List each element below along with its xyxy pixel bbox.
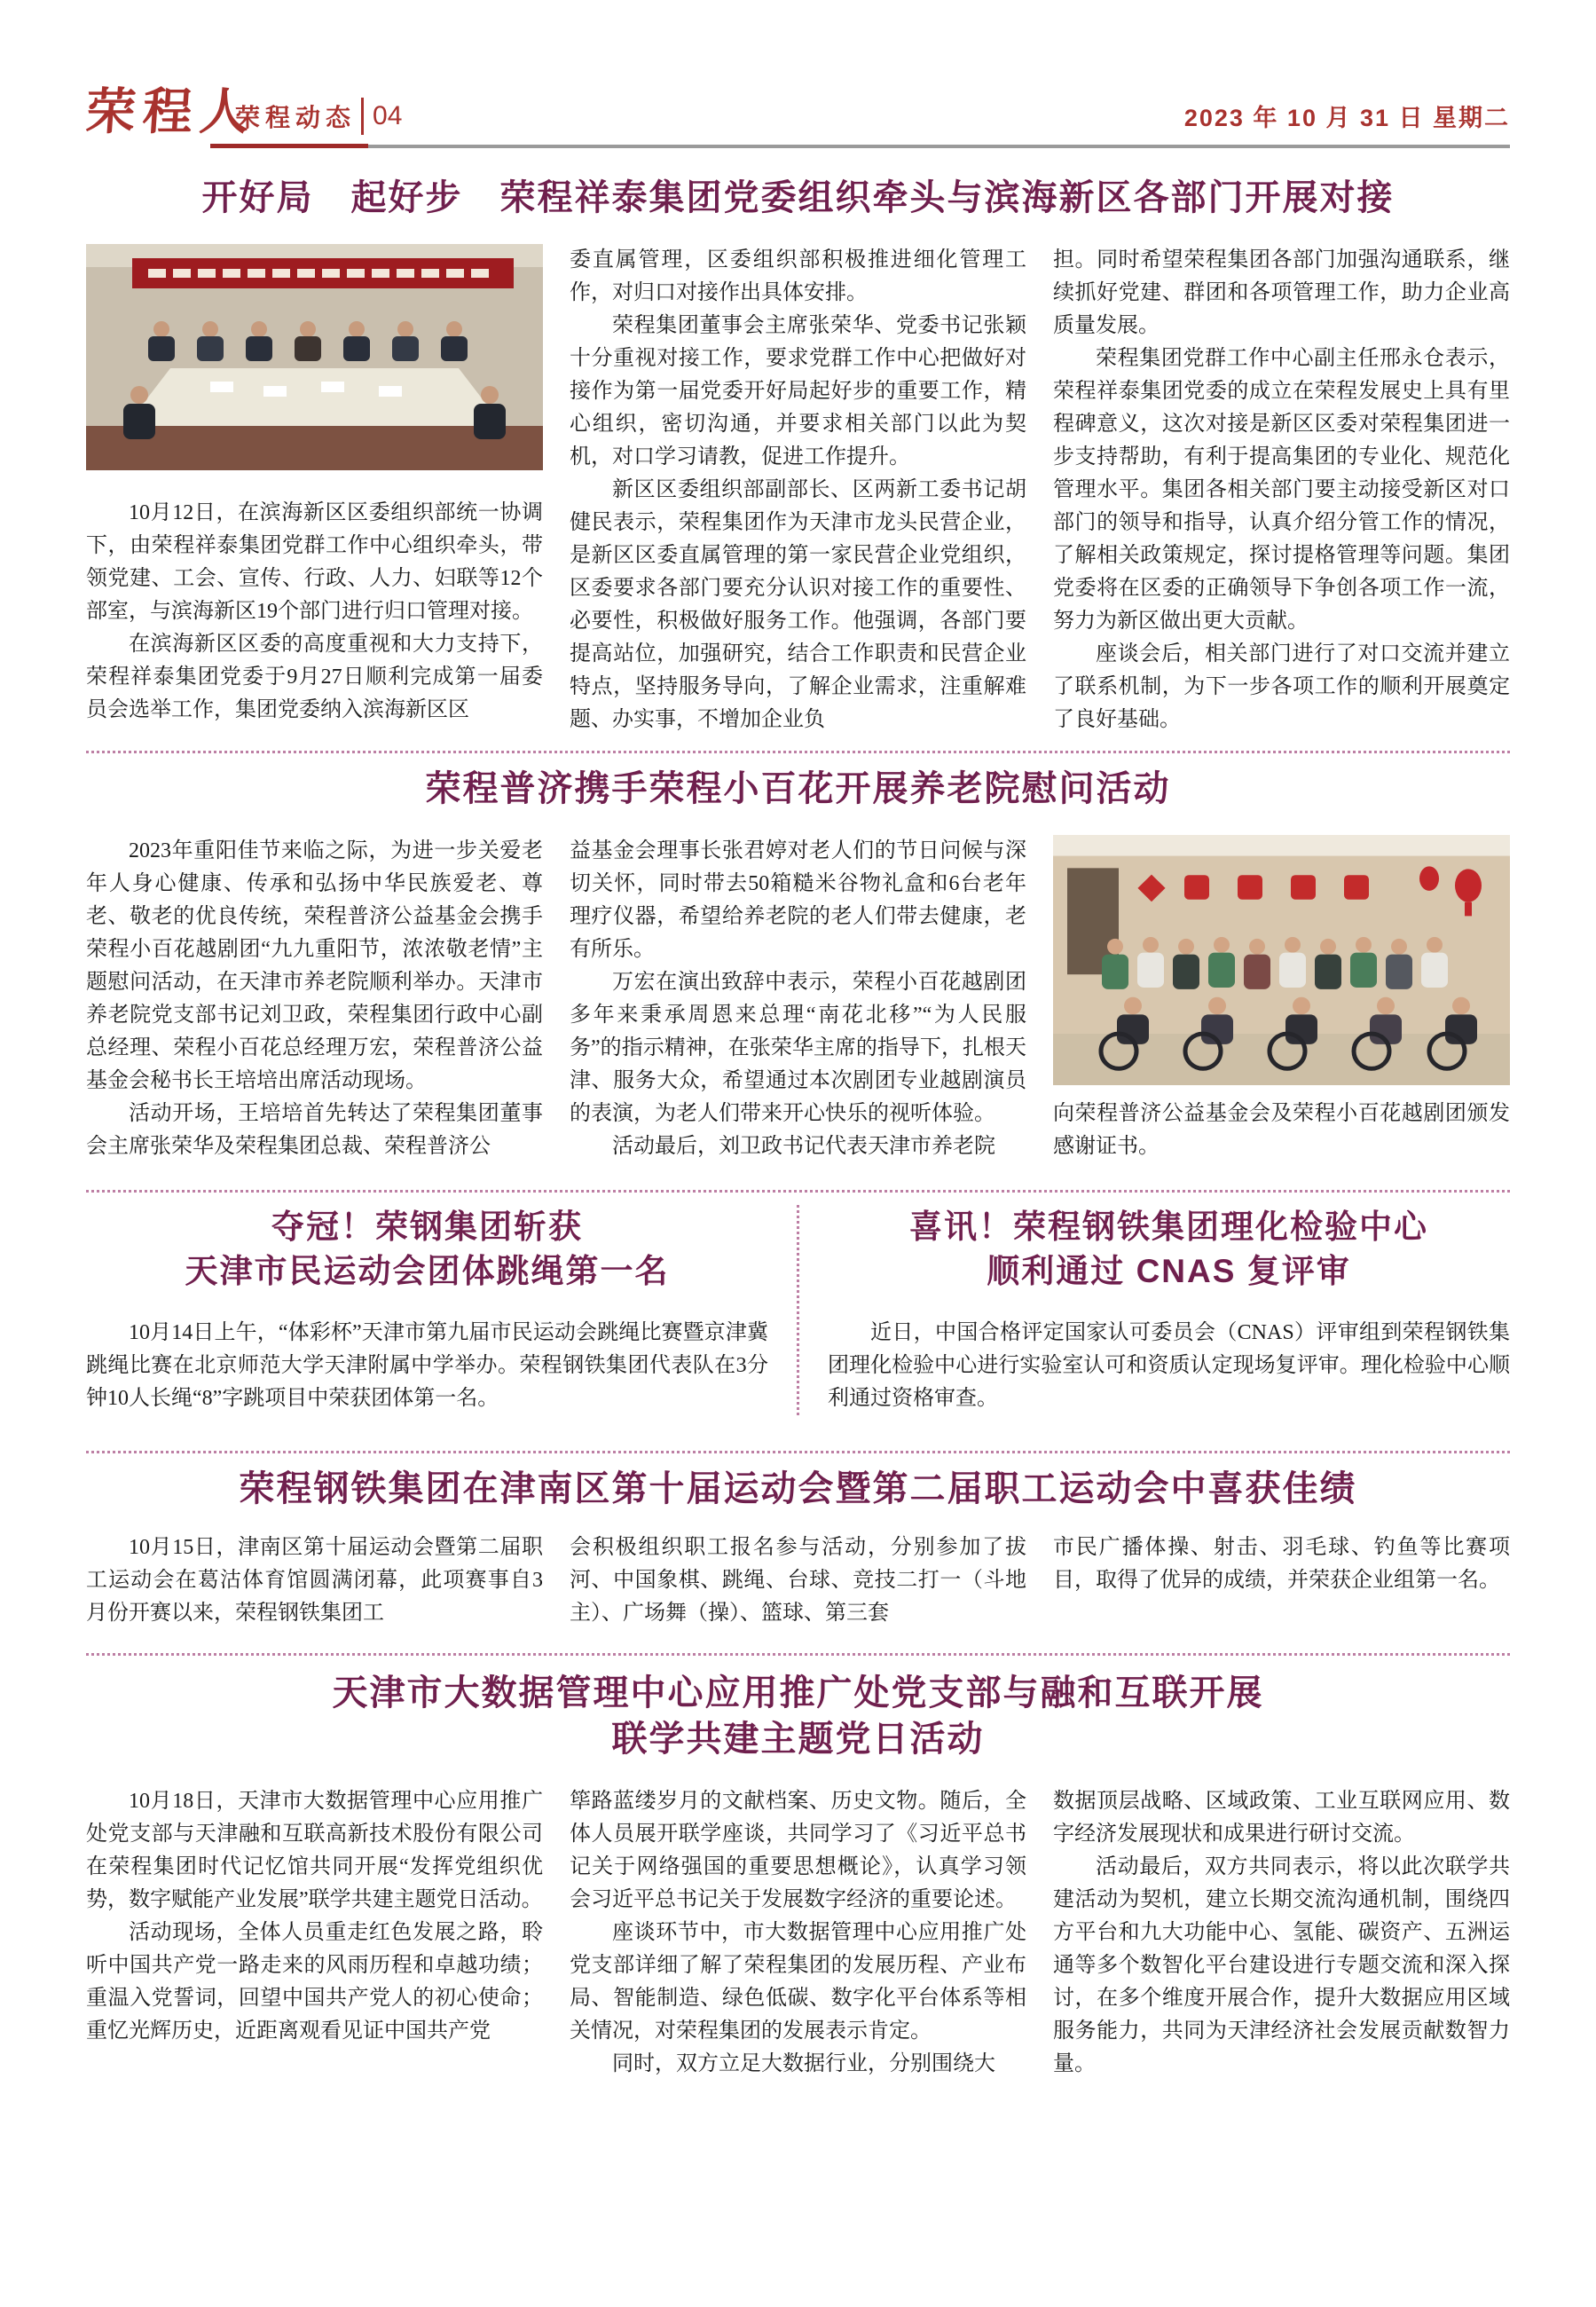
paragraph: 荣程集团董事会主席张荣华、党委书记张颖十分重视对接工作，要求党群工作中心把做好对接作为第一届党委开好局起好步的重要工作，精心组织，密切沟通，并要求相关部门以此为契机，对口学习请教，促进工作提升。 xyxy=(570,314,1026,468)
masthead-rule-blank xyxy=(86,144,210,148)
article3-right-title-line1: 喜讯！荣程钢铁集团理化检验中心 xyxy=(909,1209,1428,1245)
masthead-rule-gray xyxy=(368,145,1510,148)
paragraph: 委直属管理，区委组织部积极推进细化管理工作，对归口对接作出具体安排。 xyxy=(570,248,1026,304)
conference-room-illustration xyxy=(86,244,543,470)
paragraph: 在滨海新区区委的高度重视和大力支持下，荣程祥泰集团党委于9月27日顺利完成第一届委员会选举工作，集团党委纳入滨海新区区 xyxy=(86,633,543,721)
article1-title: 开好局 起好步 荣程祥泰集团党委组织牵头与滨海新区各部门开展对接 xyxy=(201,178,1395,217)
paragraph: 益基金会理事长张君婷对老人们的节日问候与深切关怀，同时带去50箱糙米谷物礼盒和6台老年理疗仪器，希望给养老院的老人们带去健康，老有所乐。 xyxy=(570,839,1026,961)
masthead xyxy=(83,76,1510,141)
article3-left-title-line1: 夺冠！荣钢集团斩获 xyxy=(271,1209,583,1245)
masthead-rule-red xyxy=(210,144,368,148)
article5-col1 xyxy=(86,1785,543,2081)
article1-body xyxy=(86,244,1510,736)
article1-col2 xyxy=(570,244,1026,736)
article2-photo-caption: 向荣程普济公益基金会及荣程小百花越剧团颁发感谢证书。 xyxy=(1053,1102,1510,1158)
article3-right-body xyxy=(828,1317,1510,1415)
section-divider xyxy=(86,1190,1510,1193)
paragraph: 10月14日上午，“体彩杯”天津市第九届市民运动会跳绳比赛暨京津冀跳绳比赛在北京师范大学天津附属中学举办。荣程钢铁集团代表队在3分钟10人长绳“8”字跳项目中荣获团体第一名。 xyxy=(86,1321,768,1410)
section-title: 荣程动态 xyxy=(235,104,357,131)
article1-col1 xyxy=(86,244,543,736)
article5-title-line1: 天津市大数据管理中心应用推广处党支部与融和互联开展 xyxy=(332,1673,1264,1713)
section-divider xyxy=(86,1451,1510,1453)
article2-col1 xyxy=(86,835,543,1163)
paragraph: 数据顶层战略、区域政策、工业互联网应用、数字经济发展现状和成果进行研讨交流。 xyxy=(1053,1790,1510,1846)
paragraph: 同时，双方立足大数据行业，分别围绕大 xyxy=(612,2052,995,2075)
article2-body xyxy=(86,835,1510,1163)
article2-title: 荣程普济携手荣程小百花开展养老院慰问活动 xyxy=(425,769,1171,808)
paragraph: 10月12日，在滨海新区区委组织部统一协调下，由荣程祥泰集团党群工作中心组织牵头，带领党建、工会、宣传、行政、人力、妇联等12个部室，与滨海新区19个部门进行归口管理对接。 xyxy=(86,501,543,623)
article4-title: 荣程钢铁集团在津南区第十届运动会暨第二届职工运动会中喜获佳绩 xyxy=(239,1469,1357,1508)
article5-col2 xyxy=(570,1785,1026,2081)
paragraph: 座谈环节中，市大数据管理中心应用推广处党支部详细了解了荣程集团的发展历程、产业布局、智能制造、绿色低碳、数字化平台体系等相关情况，对荣程集团的发展表示肯定。 xyxy=(570,1921,1026,2043)
article4-col2 xyxy=(570,1531,1026,1630)
article5-body xyxy=(86,1785,1510,2081)
paragraph: 10月15日，津南区第十届运动会暨第二届职工运动会在葛沽体育馆圆满闭幕，此项赛事自3月份开赛以来，荣程钢铁集团工 xyxy=(86,1536,543,1625)
article3-right xyxy=(799,1205,1510,1415)
masthead-divider-bar xyxy=(361,98,364,135)
paragraph: 2023年重阳佳节来临之际，为进一步关爱老年人身心健康、传承和弘扬中华民族爱老、尊老、敬老的优良传统，荣程普济公益基金会携手荣程小百花越剧团“九九重阳节，浓浓敬老情”主题慰问活动，在天津市养老院顺利举办。天津市养老院党支部书记刘卫政，荣程集团行政中心副总经理、荣程小百花总经理万宏，荣程普济公益基金会秘书长王培培出席活动现场。 xyxy=(86,839,543,1092)
section-divider xyxy=(86,1653,1510,1656)
section-divider xyxy=(86,751,1510,753)
page-number: 04 xyxy=(373,101,403,130)
article5-title-line2: 联学共建主题党日活动 xyxy=(611,1720,985,1759)
paragraph: 活动最后，双方共同表示，将以此次联学共建活动为契机，建立长期交流沟通机制，围绕四方平台和九大功能中心、氢能、碳资产、五洲运通等多个数智化平台建设进行专题交流和深入探讨，在多个维度开展合作，提升大数据应用区域服务能力，共同为天津经济社会发展贡献数智力量。 xyxy=(1053,1855,1510,2075)
masthead-rule xyxy=(86,144,1510,148)
issue-date: 2023 年 10 月 31 日 星期二 xyxy=(1183,105,1510,131)
nursing-home-group-illustration xyxy=(1053,835,1510,1085)
article3-left xyxy=(86,1205,799,1415)
article3-left-title-line2: 天津市民运动会团体跳绳第一名 xyxy=(185,1253,670,1289)
paragraph: 担。同时希望荣程集团各部门加强沟通联系，继续抓好党建、群团和各项管理工作，助力企业高质量发展。 xyxy=(1053,248,1510,337)
newspaper-logo: 荣程人 xyxy=(83,83,259,141)
article1-col3 xyxy=(1053,244,1510,736)
article2-nursing-home-photo xyxy=(1053,835,1510,1085)
paragraph: 10月18日，天津市大数据管理中心应用推广处党支部与天津融和互联高新技术股份有限公司在荣程集团时代记忆馆共同开展“发挥党组织优势，数字赋能产业发展”联学共建主题党日活动。 xyxy=(86,1790,543,1911)
paragraph: 座谈会后，相关部门进行了对口交流并建立了联系机制，为下一步各项工作的顺利开展奠定了良好基础。 xyxy=(1053,642,1510,731)
article4-col1 xyxy=(86,1531,543,1630)
masthead-section xyxy=(235,98,402,138)
paragraph: 活动最后，刘卫政书记代表天津市养老院 xyxy=(612,1135,995,1158)
article1-meeting-photo xyxy=(86,244,543,470)
article5-col3 xyxy=(1053,1785,1510,2081)
article3-row xyxy=(86,1205,1510,1415)
article4-body xyxy=(86,1531,1510,1630)
paragraph: 活动现场，全体人员重走红色发展之路，聆听中国共产党一路走来的风雨历程和卓越功绩；重温入党誓词，回望中国共产党人的初心使命；重忆光辉历史，近距离观看见证中国共产党 xyxy=(86,1921,543,2043)
paragraph: 活动开场，王培培首先转达了荣程集团董事会主席张荣华及荣程集团总裁、荣程普济公 xyxy=(86,1102,543,1158)
paragraph: 近日，中国合格评定国家认可委员会（CNAS）评审组到荣程钢铁集团理化检验中心进行实验室认可和资质认定现场复评审。理化检验中心顺利通过资格审查。 xyxy=(828,1321,1510,1410)
paragraph: 市民广播体操、射击、羽毛球、钓鱼等比赛项目，取得了优异的成绩，并荣获企业组第一名。 xyxy=(1053,1536,1510,1592)
paragraph: 会积极组织职工报名参与活动，分别参加了拔河、中国象棋、跳绳、台球、竞技二打一（斗地主）、广场舞（操）、篮球、第三套 xyxy=(570,1536,1026,1625)
article2-col2 xyxy=(570,835,1026,1163)
article3-left-body xyxy=(86,1317,768,1415)
article4-col3 xyxy=(1053,1531,1510,1630)
paragraph: 筚路蓝缕岁月的文献档案、历史文物。随后，全体人员展开联学座谈，共同学习了《习近平总书记关于网络强国的重要思想概论》，认真学习领会习近平总书记关于发展数字经济的重要论述。 xyxy=(570,1790,1026,1911)
article3-right-title-line2: 顺利通过 CNAS 复评审 xyxy=(987,1253,1351,1289)
paragraph: 荣程集团党群工作中心副主任邢永仓表示，荣程祥泰集团党委的成立在荣程发展史上具有里程碑意义，这次对接是新区区委对荣程集团进一步支持帮助，有利于提高集团的专业化、规范化管理水平。集团各相关部门要主动接受新区对口部门的领导和指导，认真介绍分管工作的情况，了解相关政策规定，探讨提格管理等问题。集团党委将在区委的正确领导下争创各项工作一流，努力为新区做出更大贡献。 xyxy=(1053,347,1510,633)
paragraph: 万宏在演出致辞中表示，荣程小百花越剧团多年来秉承周恩来总理“南花北移”“为人民服务”的指示精神，在张荣华主席的指导下，扎根天津、服务大众，希望通过本次剧团专业越剧演员的表演，为老人们带来开心快乐的视听体验。 xyxy=(570,971,1026,1125)
article2-photo-column xyxy=(1053,835,1510,1163)
paragraph: 新区区委组织部副部长、区两新工委书记胡健民表示，荣程集团作为天津市龙头民营企业，是新区区委直属管理的第一家民营企业党组织，区委要求各部门要充分认识对接工作的重要性、必要性，积极做好服务工作。他强调，各部门要提高站位，加强研究，结合工作职责和民营企业特点，坚持服务导向，了解企业需求，注重解难题、办实事，不增加企业负 xyxy=(570,478,1026,731)
